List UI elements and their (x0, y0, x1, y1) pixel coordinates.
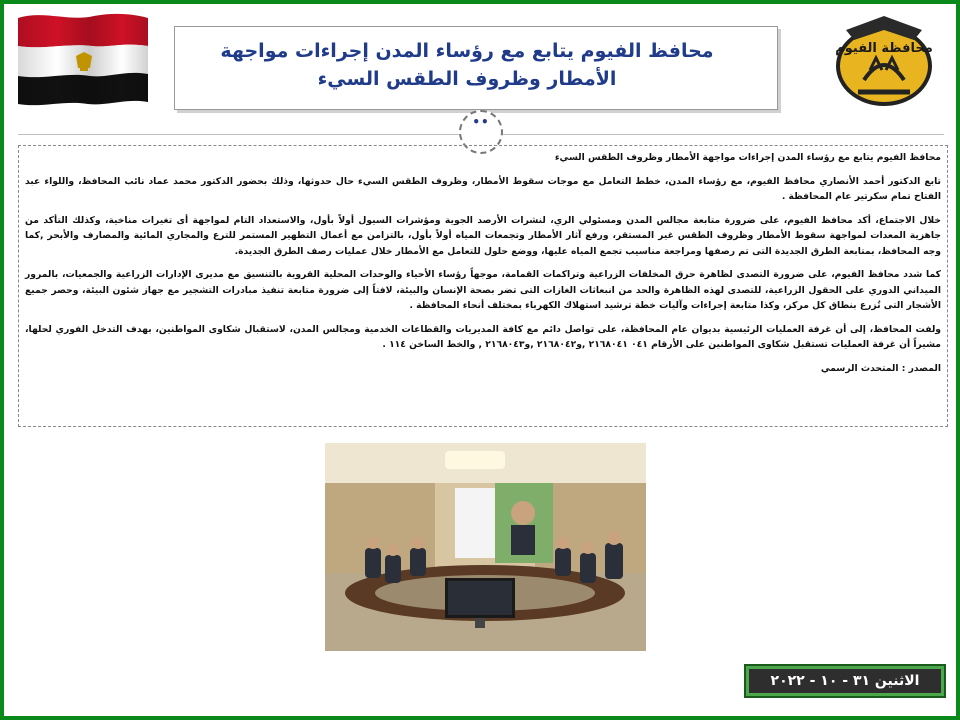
article-body (18, 145, 948, 427)
page-title: محافظ الفيوم يتابع مع رؤساء المدن إجراءات مواجهة الأمطار وظروف الطقس السيء (220, 40, 714, 90)
separator-dots: •• (472, 115, 490, 129)
article-paragraph: ولفت المحافظ، إلى أن غرفة العمليات الرئيسية بديوان عام المحافظة، على تواصل دائم مع كافة المديريات والقطاعات الخدمية ومجالس المدن، لاستقبال شكاوى المواطنين، بهدف التدخل الفوري لحلها، مشيراً أن غرفة العمليات تستقبل شكاوى المواطنين على الأرقام ٠٤١ ٢١٦٨٠٤١ ,و٢١٦٨٠٤٢ ,و٢١٦٨٠٤٣ , والخط الساخن ١١٤ . (25, 323, 941, 350)
meeting-room-photo (325, 443, 646, 651)
fayoum-emblem-logo (824, 10, 942, 110)
article-source: المصدر : المتحدث الرسمي (820, 362, 941, 374)
article-paragraph: كما شدد محافظ الفيوم، على ضرورة التصدى لظاهرة حرق المخلفات الزراعية وتراكمات القمامة، موجهاً رؤساء الأحياء والوحدات المحلية القروية بالتنسيق مع مديرى الإدارات الزراعية والجمعيات، بالمرور الميداني الدوري على الحقول الزراعية، للتصدى لهذه الظاهرة والحد من انبعاثات الغازات التى تضر بصحة الإنسان والبيئة، لافتاً إلى ضرورة متابعة تنفيذ مبادرات التشجير مع جهاز شئون البيئة، وحصر جميع الأشجار التى تُزرع بنطاق كل مركز، وكذا متابعة إجراءات وآليات خطة ترشيد استهلاك الكهرباء بمختلف أنحاء المحافظة . (25, 269, 941, 311)
article-paragraph: تابع الدكتور أحمد الأنصاري محافظ الفيوم، مع رؤساء المدن، خطط التعامل مع موجات سقوط الأمطار، وظروف الطقس السيء حال حدوثها، وذلك بحضور الدكتور محمد عماد نائب المحافظ، واللواء عبد الفتاح تمام سكرتير عام المحافظة . (25, 175, 941, 202)
title-box (174, 26, 778, 110)
article-paragraph: خلال الاجتماع، أكد محافظ الفيوم، على ضرورة متابعة مجالس المدن ومسئولي الري، لنشرات الأرصد الجوية ومؤشرات السيول أولاً بأول، والاستعداد التام لمواجهة أى تغيرات مناخية، وكذلك التأكد من جاهزية المعدات لمواجهة سقوط الأمطار وظروف الطقس غير المستقر، ورفع آثار الأمطار وتجمعات المياه أولاً بأول، بالتزامن مع أعمال التطهير المستمر للترع والمجاري المائية والمصارف والأبحر ,كما وجه المحافظ، بمتابعة الطرق الجديدة التى تم رصفها ومراجعة مناسيب تجمع المياه عليها، ووضع حلول للتعامل مع الأمطار خلال عمليات رصف الطرق الجديدة. (25, 214, 941, 257)
logo-text: محافظة الفيوم (835, 41, 933, 56)
article-headline: محافظ الفيوم يتابع مع رؤساء المدن إجراءات مواجهة الأمطار وظروف الطقس السيء (554, 152, 941, 163)
date-badge (746, 666, 944, 696)
slide-page (4, 4, 956, 716)
egypt-flag-image (14, 10, 152, 110)
date-text: الاثنين ٣١ - ١٠ - ٢٠٢٢ (770, 673, 920, 689)
